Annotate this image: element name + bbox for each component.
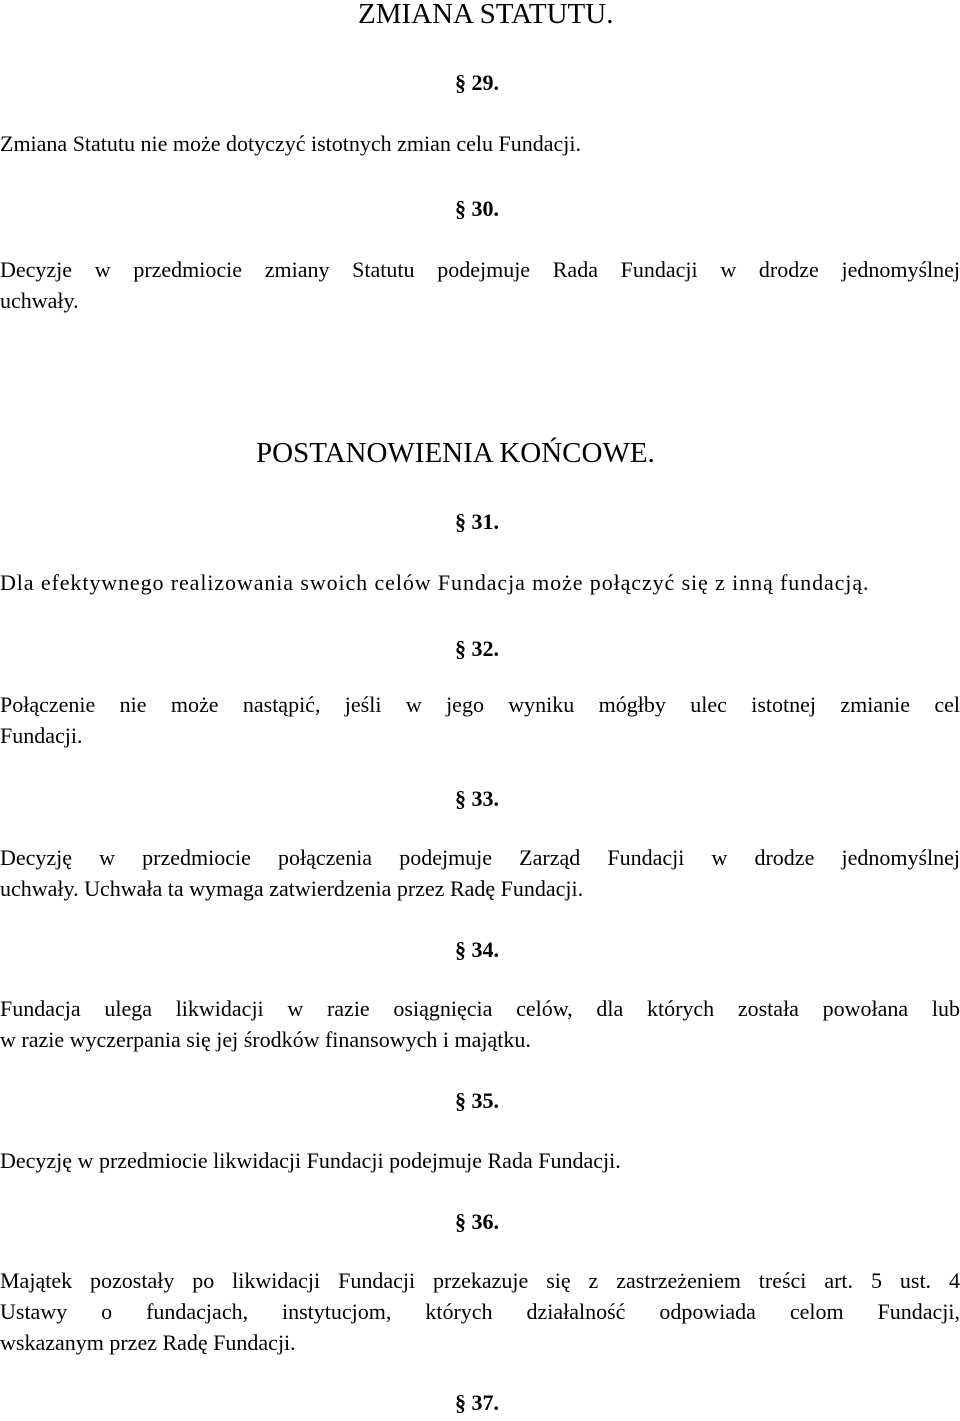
section-32: § 32. (455, 636, 499, 661)
paragraph-34 (0, 993, 960, 1055)
section-36: § 36. (455, 1209, 499, 1234)
paragraph-30-line: uchwały. (0, 288, 79, 313)
paragraph-32-line: Fundacji. (0, 723, 83, 748)
section-29: § 29. (455, 70, 499, 95)
heading-zmiana-text: ZMIANA STATUTU. (358, 0, 614, 30)
section-34: § 34. (455, 937, 499, 962)
section-35: § 35. (455, 1088, 499, 1113)
paragraph-30 (0, 254, 960, 316)
paragraph-33-line: Decyzję w przedmiocie połączenia podejmuje Zarząd Fundacji w drodze jednomyślnej (0, 845, 960, 870)
section-30: § 30. (455, 196, 499, 221)
paragraph-36-line: Majątek pozostały po likwidacji Fundacji przekazuje się z zastrzeżeniem treści art. 5 ust. 4 (0, 1268, 960, 1293)
paragraph-35 (0, 1145, 960, 1176)
paragraph-35-line: Decyzję w przedmiocie likwidacji Fundacji podejmuje Rada Fundacji. (0, 1148, 621, 1173)
paragraph-36 (0, 1265, 960, 1358)
paragraph-36-line: Ustawy o fundacjach, instytucjom, których działalność odpowiada celom Fundacji, (0, 1299, 960, 1324)
paragraph-32 (0, 689, 960, 751)
paragraph-29-line: Zmiana Statutu nie może dotyczyć istotnych zmian celu Fundacji. (0, 131, 582, 156)
heading-postanowienia-text: POSTANOWIENIA KOŃCOWE. (256, 437, 655, 469)
paragraph-29 (0, 128, 960, 159)
paragraph-33 (0, 842, 960, 904)
section-33: § 33. (455, 786, 499, 811)
paragraph-31-line: Dla efektywnego realizowania swoich celów Fundacja może połączyć się z inną fundacją. (0, 570, 870, 595)
paragraph-30-line: Decyzje w przedmiocie zmiany Statutu podejmuje Rada Fundacji w drodze jednomyślnej (0, 257, 960, 282)
paragraph-34-line: w razie wyczerpania się jej środków finansowych i majątku. (0, 1027, 531, 1052)
section-37: § 37. (455, 1390, 499, 1415)
section-31: § 31. (455, 509, 499, 534)
paragraph-33-line: uchwały. Uchwała ta wymaga zatwierdzenia przez Radę Fundacji. (0, 876, 584, 901)
paragraph-32-line: Połączenie nie może nastąpić, jeśli w jego wyniku mógłby ulec istotnej zmianie cel (0, 692, 960, 717)
paragraph-34-line: Fundacja ulega likwidacji w razie osiągnięcia celów, dla których została powołana lub (0, 996, 960, 1021)
paragraph-36-line: wskazanym przez Radę Fundacji. (0, 1330, 296, 1355)
paragraph-31 (0, 567, 960, 598)
